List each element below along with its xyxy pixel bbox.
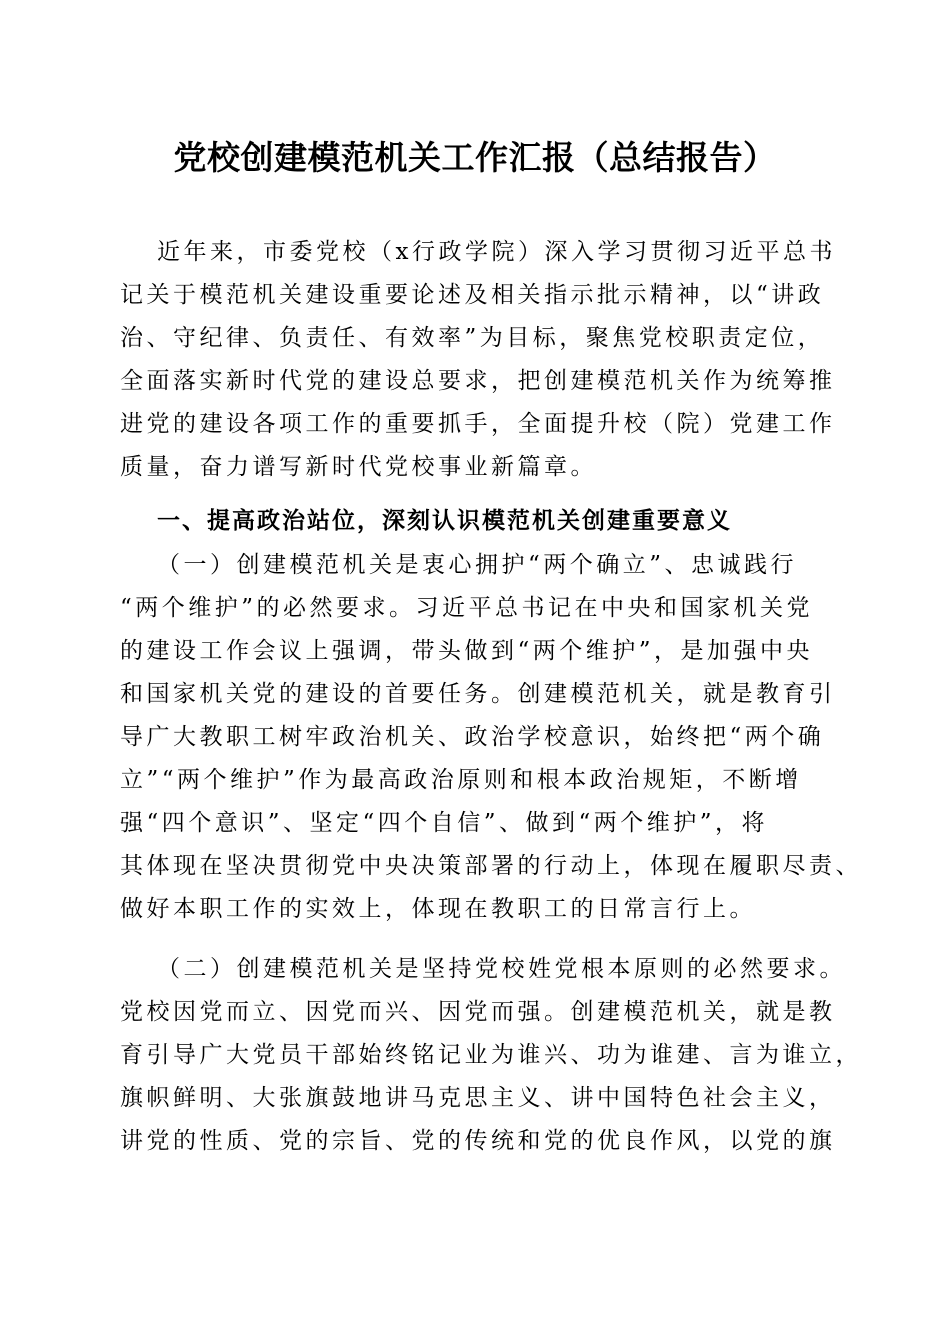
paragraph-line: 其体现在坚决贯彻党中央决策部署的行动上，体现在履职尽责、 <box>120 853 862 879</box>
paragraph-line: （一）创建模范机关是衷心拥护“两个确立”、忠诚践行 <box>157 552 798 578</box>
paragraph-line: 近年来，市委党校（x行政学院）深入学习贯彻习近平总书 <box>157 239 836 265</box>
paragraph-line: 党校因党而立、因党而兴、因党而强。创建模范机关，就是教 <box>120 999 836 1025</box>
paragraph-line: 和国家机关党的建设的首要任务。创建模范机关，就是教育引 <box>120 681 836 707</box>
paragraph-line: 记关于模范机关建设重要论述及相关指示批示精神，以“讲政 <box>120 282 825 308</box>
paragraph-line: 进党的建设各项工作的重要抓手，全面提升校（院）党建工作 <box>120 411 836 437</box>
paragraph-line: 质量，奋力谱写新时代党校事业新篇章。 <box>120 454 597 480</box>
paragraph-line: 全面落实新时代党的建设总要求，把创建模范机关作为统筹推 <box>120 368 836 394</box>
paragraph-line: 导广大教职工树牢政治机关、政治学校意识，始终把“两个确 <box>120 724 825 750</box>
section-heading: 一、提高政治站位，深刻认识模范机关创建重要意义 <box>157 508 732 534</box>
paragraph-line: 立”“两个维护”作为最高政治原则和根本政治规矩，不断增 <box>120 767 802 793</box>
paragraph-line: “两个维护”的必然要求。习近平总书记在中央和国家机关党 <box>120 595 814 621</box>
paragraph-line: （二）创建模范机关是坚持党校姓党根本原则的必然要求。 <box>157 956 846 982</box>
paragraph-line: 强“四个意识”、坚定“四个自信”、做到“两个维护”，将 <box>120 810 769 836</box>
paragraph-line: 旗帜鲜明、大张旗鼓地讲马克思主义、讲中国特色社会主义， <box>120 1085 836 1111</box>
paragraph-line: 治、守纪律、负责任、有效率”为目标，聚焦党校职责定位， <box>120 325 825 351</box>
paragraph-line: 育引导广大党员干部始终铭记业为谁兴、功为谁建、言为谁立， <box>120 1042 862 1068</box>
paragraph-line: 的建设工作会议上强调，带头做到“两个维护”，是加强中央 <box>120 638 814 664</box>
document-title: 党校创建模范机关工作汇报（总结报告） <box>173 138 777 177</box>
paragraph-line: 讲党的性质、党的宗旨、党的传统和党的优良作风，以党的旗 <box>120 1128 836 1154</box>
paragraph-line: 做好本职工作的实效上，体现在教职工的日常言行上。 <box>120 896 756 922</box>
